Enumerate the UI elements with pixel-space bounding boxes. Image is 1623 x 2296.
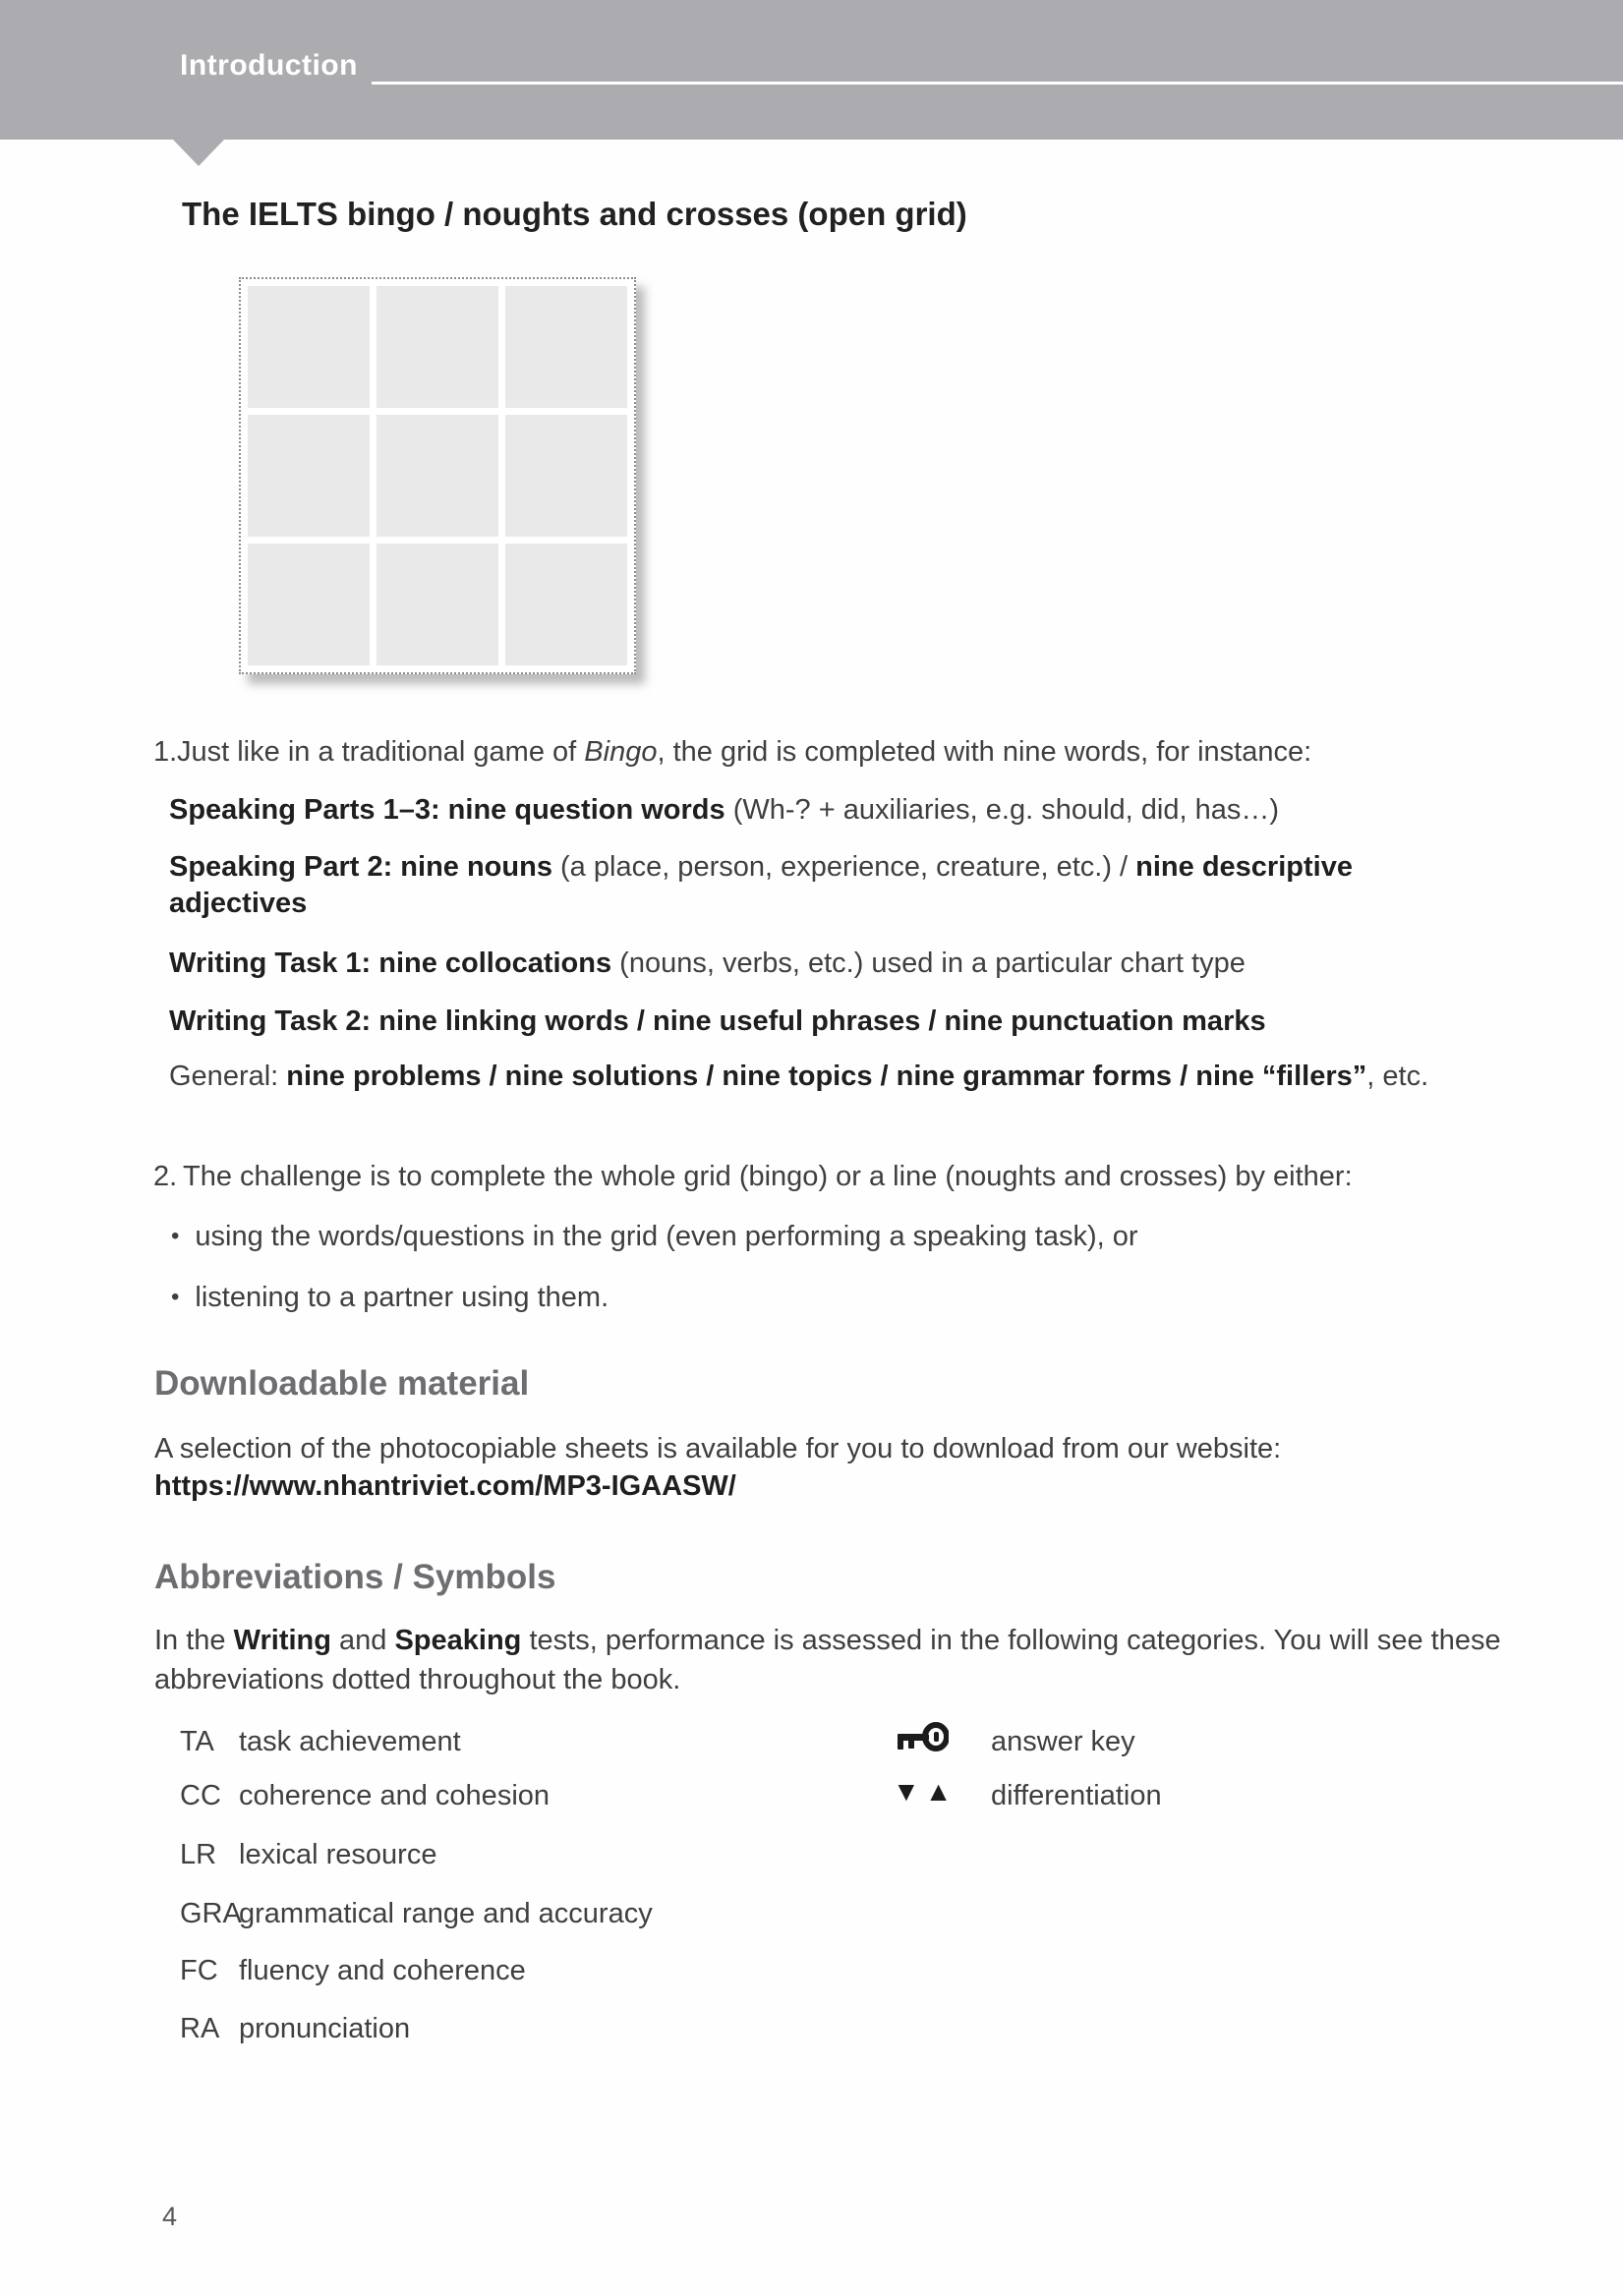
bingo-example-line-2 <box>169 849 1353 886</box>
intro-bold: Speaking <box>394 1625 522 1656</box>
grid-cell <box>377 544 498 665</box>
section-title: The IELTS bingo / noughts and crosses (open grid) <box>182 196 967 232</box>
example-bold: nine descriptive <box>1135 851 1353 883</box>
example-rest: (nouns, verbs, etc.) used in a particular chart type <box>611 947 1246 979</box>
symbol-label: differentiation <box>991 1780 1162 1811</box>
grid-cell <box>377 286 498 408</box>
downloadable-text: A selection of the photocopiable sheets is available for you to download from our website: <box>154 1433 1282 1464</box>
bullet-icon: • <box>171 1223 180 1249</box>
grid-cell <box>505 286 627 408</box>
example-bold: Speaking Parts 1–3: nine question words <box>169 794 725 826</box>
abbreviation-label: coherence and cohesion <box>239 1780 551 1811</box>
up-down-triangles-icon: ▼▲ <box>893 1776 957 1807</box>
example-bold: Speaking Part 2: nine nouns <box>169 851 552 883</box>
downloadable-heading: Downloadable material <box>154 1364 530 1403</box>
bingo-example-line-5 <box>169 1059 1428 1095</box>
abbreviation-code: RA <box>180 2013 220 2044</box>
header-title: Introduction <box>180 49 358 82</box>
intro-post: tests, performance is assessed in the following categories. You will see these <box>521 1625 1501 1656</box>
example-rest: (a place, person, experience, creature, etc.) / <box>551 851 1136 883</box>
grid-cell <box>248 415 370 537</box>
example-bold: Writing Task 1: nine collocations <box>169 947 612 979</box>
list-item-2-text: The challenge is to complete the whole grid (bingo) or a line (noughts and crosses) by either: <box>183 1161 1353 1192</box>
grid-cell <box>505 415 627 537</box>
header-underline <box>372 82 1623 85</box>
bullet-text: using the words/questions in the grid (even performing a speaking task), or <box>195 1221 1138 1252</box>
intro-mid: and <box>330 1625 395 1656</box>
example-pre: General: <box>169 1061 287 1092</box>
bullet-item-2 <box>171 1279 609 1316</box>
abbreviation-code: LR <box>180 1839 217 1870</box>
abbreviations-intro-line-1 <box>154 1623 1501 1659</box>
header-pointer-triangle <box>173 140 224 166</box>
example-rest: , etc. <box>1366 1061 1429 1092</box>
bingo-grid <box>239 277 636 674</box>
grid-cell <box>248 286 370 408</box>
page-number: 4 <box>162 2202 178 2231</box>
example-bold: nine problems / nine solutions / nine topics / nine grammar forms / nine “fillers” <box>286 1061 1367 1092</box>
bingo-example-line-3 <box>169 946 1246 982</box>
symbol-label: answer key <box>991 1726 1135 1757</box>
lead-post: , the grid is completed with nine words, for instance: <box>657 736 1312 768</box>
bullet-icon: • <box>171 1284 180 1310</box>
abbreviation-label: task achievement <box>239 1726 461 1757</box>
grid-cell <box>377 415 498 537</box>
bullet-item-1 <box>171 1218 1138 1255</box>
abbreviation-label: pronunciation <box>239 2013 411 2044</box>
list-item-1-text <box>177 734 1311 771</box>
example-bold: Writing Task 2: nine linking words / nine useful phrases / nine punctuation marks <box>169 1005 1266 1037</box>
lead-pre: Just like in a traditional game of <box>177 736 585 768</box>
lead-italic: Bingo <box>584 736 658 768</box>
grid-cell <box>248 544 370 665</box>
key-icon <box>896 1722 949 1757</box>
intro-bold: Writing <box>233 1625 331 1656</box>
abbreviation-code: FC <box>180 1955 218 1986</box>
abbreviation-code: TA <box>180 1726 214 1757</box>
bingo-example-line-2-wrap <box>169 886 307 922</box>
abbreviation-code: GRA <box>180 1898 242 1929</box>
abbreviation-label: fluency and coherence <box>239 1955 526 1986</box>
bullet-text: listening to a partner using them. <box>195 1282 609 1313</box>
list-item-2-number: 2. <box>153 1161 178 1192</box>
abbreviation-label: grammatical range and accuracy <box>239 1898 653 1929</box>
example-rest: (Wh-? + auxiliaries, e.g. should, did, has…) <box>725 794 1279 826</box>
bingo-example-line-4 <box>169 1004 1266 1040</box>
intro-pre: In the <box>154 1625 234 1656</box>
abbreviation-code: CC <box>180 1780 221 1811</box>
bingo-example-line-1 <box>169 792 1279 829</box>
abbreviations-heading: Abbreviations / Symbols <box>154 1558 556 1596</box>
abbreviations-intro-line-2: abbreviations dotted throughout the book. <box>154 1664 681 1695</box>
grid-cell <box>505 544 627 665</box>
example-bold: adjectives <box>169 888 308 919</box>
list-item-1-number: 1. <box>153 736 178 768</box>
abbreviation-label: lexical resource <box>239 1839 437 1870</box>
downloadable-url: https://www.nhantriviet.com/MP3-IGAASW/ <box>154 1470 736 1502</box>
